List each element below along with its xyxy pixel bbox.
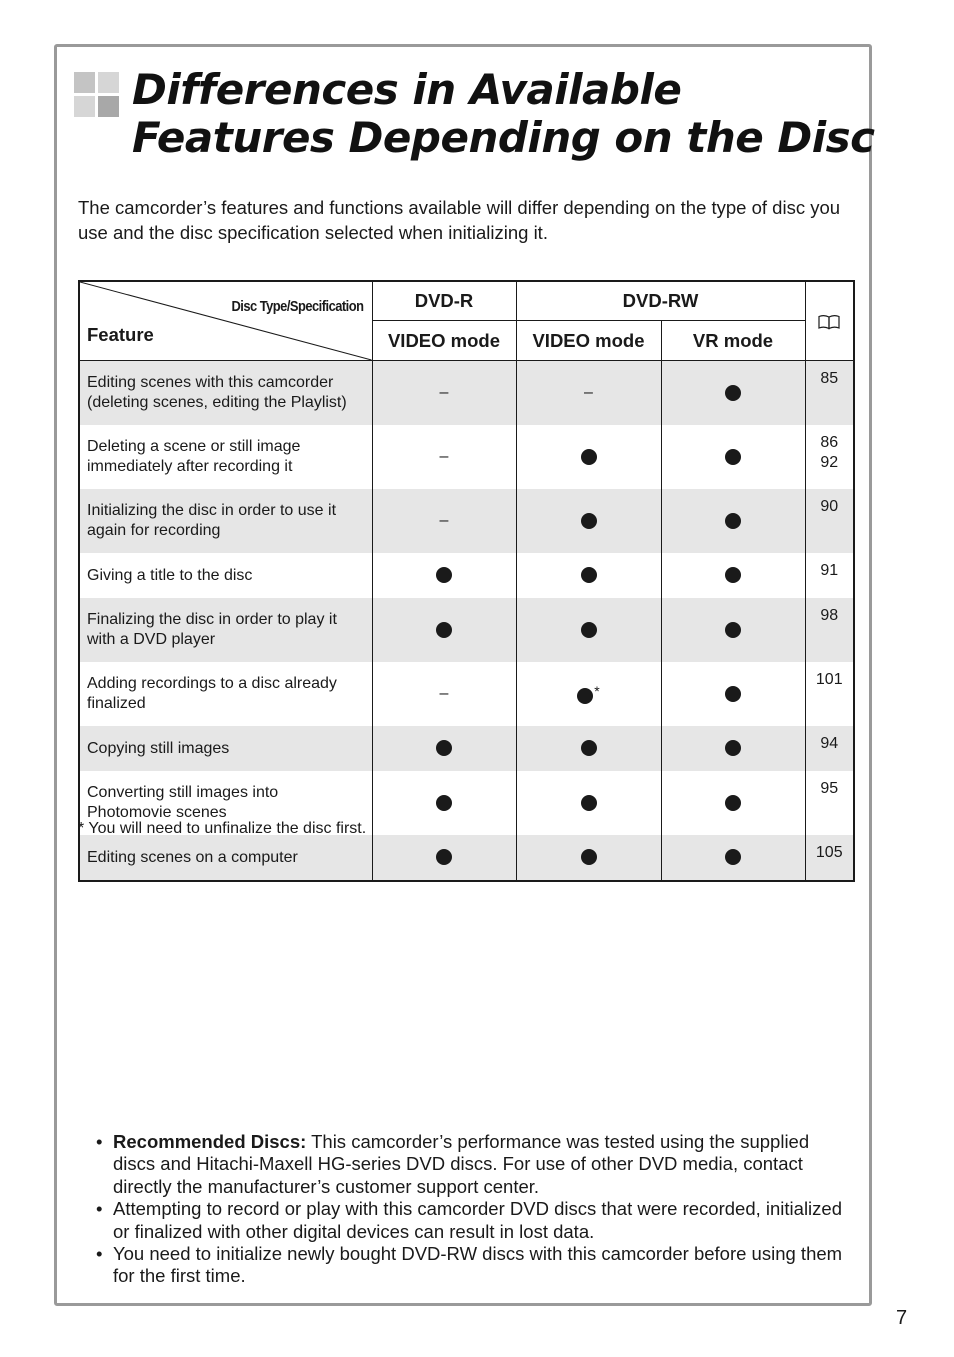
feature-cell [79, 425, 372, 489]
feature-text: with a DVD player [87, 631, 216, 648]
dvd-rw-vr-cell [661, 489, 805, 553]
dvd-r-video-cell [372, 489, 516, 553]
supported-dot-icon [725, 795, 741, 811]
dvd-rw-video-cell [516, 771, 661, 835]
feature-cell [79, 361, 372, 426]
reference-page-number: 86 [820, 434, 839, 451]
feature-cell [79, 489, 372, 553]
not-supported-dash: – [439, 512, 449, 529]
reference-page-number: 101 [815, 671, 843, 688]
table-row [79, 835, 854, 881]
dvd-r-video-cell [372, 553, 516, 598]
reference-page-cell [805, 489, 854, 553]
dvd-r-video-cell [372, 425, 516, 489]
reference-page-cell [805, 726, 854, 771]
feature-cell [79, 598, 372, 662]
features-table [78, 280, 855, 882]
dvd-rw-vr-cell [661, 835, 805, 881]
note-text: You need to initialize newly bought DVD-RW discs with this camcorder before using them for the first time. [113, 1243, 843, 1287]
dvd-rw-vr-cell [661, 553, 805, 598]
supported-dot-icon [581, 567, 597, 583]
supported-dot-icon [436, 740, 452, 756]
dvd-r-video-cell [372, 726, 516, 771]
table-footnote: * You will need to unfinalize the disc first. [78, 820, 367, 837]
not-supported-dash: – [439, 448, 449, 465]
reference-page-header [805, 281, 854, 361]
feature-text: Copying still images [87, 739, 230, 757]
page-title [132, 66, 892, 162]
intro-paragraph: The camcorder’s features and functions available will differ depending on the type of disc you use and the disc specification selected when initializing it. [78, 197, 841, 243]
reference-page-number: 95 [820, 780, 839, 797]
dvd-rw-video-cell [516, 489, 661, 553]
page-title-line1: Differences in Available [132, 65, 682, 114]
supported-dot-icon [725, 449, 741, 465]
supported-dot-icon [725, 513, 741, 529]
dvd-rw-header: DVD-RW [516, 281, 805, 321]
feature-text: Initializing the disc in order to use it [87, 502, 337, 519]
feature-text: Finalizing the disc in order to play it [87, 611, 337, 628]
supported-dot-icon [725, 385, 741, 401]
table-row [79, 726, 854, 771]
not-supported-dash: – [584, 384, 593, 401]
dvd-rw-vr-mode-header: VR mode [661, 321, 805, 361]
header-diagonal-line [80, 282, 372, 360]
feature-text: Editing scenes with this camcorder [87, 374, 334, 391]
reference-page-number: 85 [820, 370, 839, 387]
reference-page-cell [805, 771, 854, 835]
dvd-r-header: DVD-R [372, 281, 516, 321]
dvd-rw-vr-cell [661, 361, 805, 426]
note-item [96, 1131, 856, 1198]
table-row [79, 553, 854, 598]
feature-text: Adding recordings to a disc already [87, 675, 337, 692]
reference-page-cell [805, 598, 854, 662]
title-squares-icon [74, 72, 120, 118]
page-title-line2: Features Depending on the Disc [132, 113, 875, 162]
dvd-rw-video-cell [516, 726, 661, 771]
feature-cell [79, 662, 372, 726]
supported-dot-icon [581, 740, 597, 756]
dvd-rw-video-cell [516, 835, 661, 881]
feature-cell [79, 835, 372, 881]
feature-text: again for recording [87, 522, 221, 539]
note-text: This camcorder’s performance was tested using the supplied discs and Hitachi-Maxell HG-series DVD discs. For use of other DVD media, contact directly the manufacturer’s customer support center. [113, 1131, 810, 1197]
dvd-rw-video-mode-header: VIDEO mode [516, 321, 661, 361]
reference-page-cell [805, 662, 854, 726]
table-row [79, 489, 854, 553]
dvd-r-video-cell [372, 598, 516, 662]
dvd-rw-vr-cell [661, 425, 805, 489]
table-row [79, 598, 854, 662]
dvd-rw-vr-cell [661, 726, 805, 771]
bullet-icon: • [96, 1243, 103, 1265]
supported-dot-icon [436, 567, 452, 583]
supported-dot-icon [725, 686, 741, 702]
feature-text: (deleting scenes, editing the Playlist) [87, 394, 347, 411]
supported-dot-icon [581, 622, 597, 638]
reference-page-number: 91 [820, 562, 839, 579]
supported-dot-icon [725, 740, 741, 756]
dvd-r-video-cell [372, 771, 516, 835]
feature-text: immediately after recording it [87, 458, 293, 475]
reference-page-cell [805, 835, 854, 881]
supported-dot-icon [577, 688, 593, 704]
disc-type-spec-label: Disc Type/Specification [231, 298, 364, 315]
reference-page-cell [805, 553, 854, 598]
dvd-rw-video-cell [516, 598, 661, 662]
supported-dot-icon [581, 795, 597, 811]
note-text: Attempting to record or play with this camcorder DVD discs that were recorded, initialized or finalized with other digital devices can result in lost data. [113, 1198, 842, 1242]
supported-dot-icon [436, 795, 452, 811]
dvd-rw-vr-cell [661, 771, 805, 835]
supported-dot-icon [725, 849, 741, 865]
reference-page-number: 105 [815, 844, 843, 861]
notes-list [96, 1131, 856, 1288]
supported-dot-icon [581, 513, 597, 529]
note-item [96, 1243, 856, 1288]
feature-text: Photomovie scenes [87, 804, 227, 821]
table-row [79, 662, 854, 726]
features-table-body [79, 361, 854, 882]
supported-dot-icon [725, 567, 741, 583]
feature-text: Converting still images into [87, 784, 279, 801]
page-number: 7 [896, 1307, 908, 1329]
note-heading: Recommended Discs: [113, 1131, 307, 1152]
supported-dot-icon [436, 622, 452, 638]
feature-header-cell [79, 281, 372, 361]
supported-dot-icon [725, 622, 741, 638]
dvd-rw-vr-cell [661, 662, 805, 726]
feature-text: Giving a title to the disc [87, 566, 253, 584]
table-row [79, 425, 854, 489]
bullet-icon: • [96, 1198, 103, 1220]
table-row [79, 361, 854, 426]
feature-text: Deleting a scene or still image [87, 438, 301, 455]
dvd-rw-video-cell [516, 425, 661, 489]
reference-page-number: 90 [820, 498, 839, 515]
dvd-rw-vr-cell [661, 598, 805, 662]
dvd-r-video-mode-header: VIDEO mode [372, 321, 516, 361]
reference-page-number: 98 [820, 607, 839, 624]
supported-dot-icon [581, 849, 597, 865]
reference-page-number: 92 [820, 454, 839, 471]
dvd-r-video-cell [372, 361, 516, 426]
not-supported-dash: – [439, 384, 449, 401]
reference-page-cell [805, 425, 854, 489]
reference-page-number: 94 [820, 735, 839, 752]
feature-cell [79, 553, 372, 598]
feature-cell [79, 726, 372, 771]
not-supported-dash: – [439, 685, 449, 702]
dvd-r-video-cell [372, 835, 516, 881]
footnote-marker: * [594, 683, 600, 699]
dvd-r-video-cell [372, 662, 516, 726]
dvd-rw-video-cell [516, 662, 661, 726]
feature-text: Editing scenes on a computer [87, 848, 298, 866]
supported-dot-icon [436, 849, 452, 865]
feature-text: finalized [87, 695, 146, 712]
note-item [96, 1198, 856, 1243]
dvd-rw-video-cell [516, 553, 661, 598]
bullet-icon: • [96, 1131, 103, 1152]
feature-label: Feature [87, 324, 154, 345]
reference-page-cell [805, 361, 854, 426]
book-icon [818, 314, 840, 330]
dvd-rw-video-cell [516, 361, 661, 426]
supported-dot-icon [581, 449, 597, 465]
